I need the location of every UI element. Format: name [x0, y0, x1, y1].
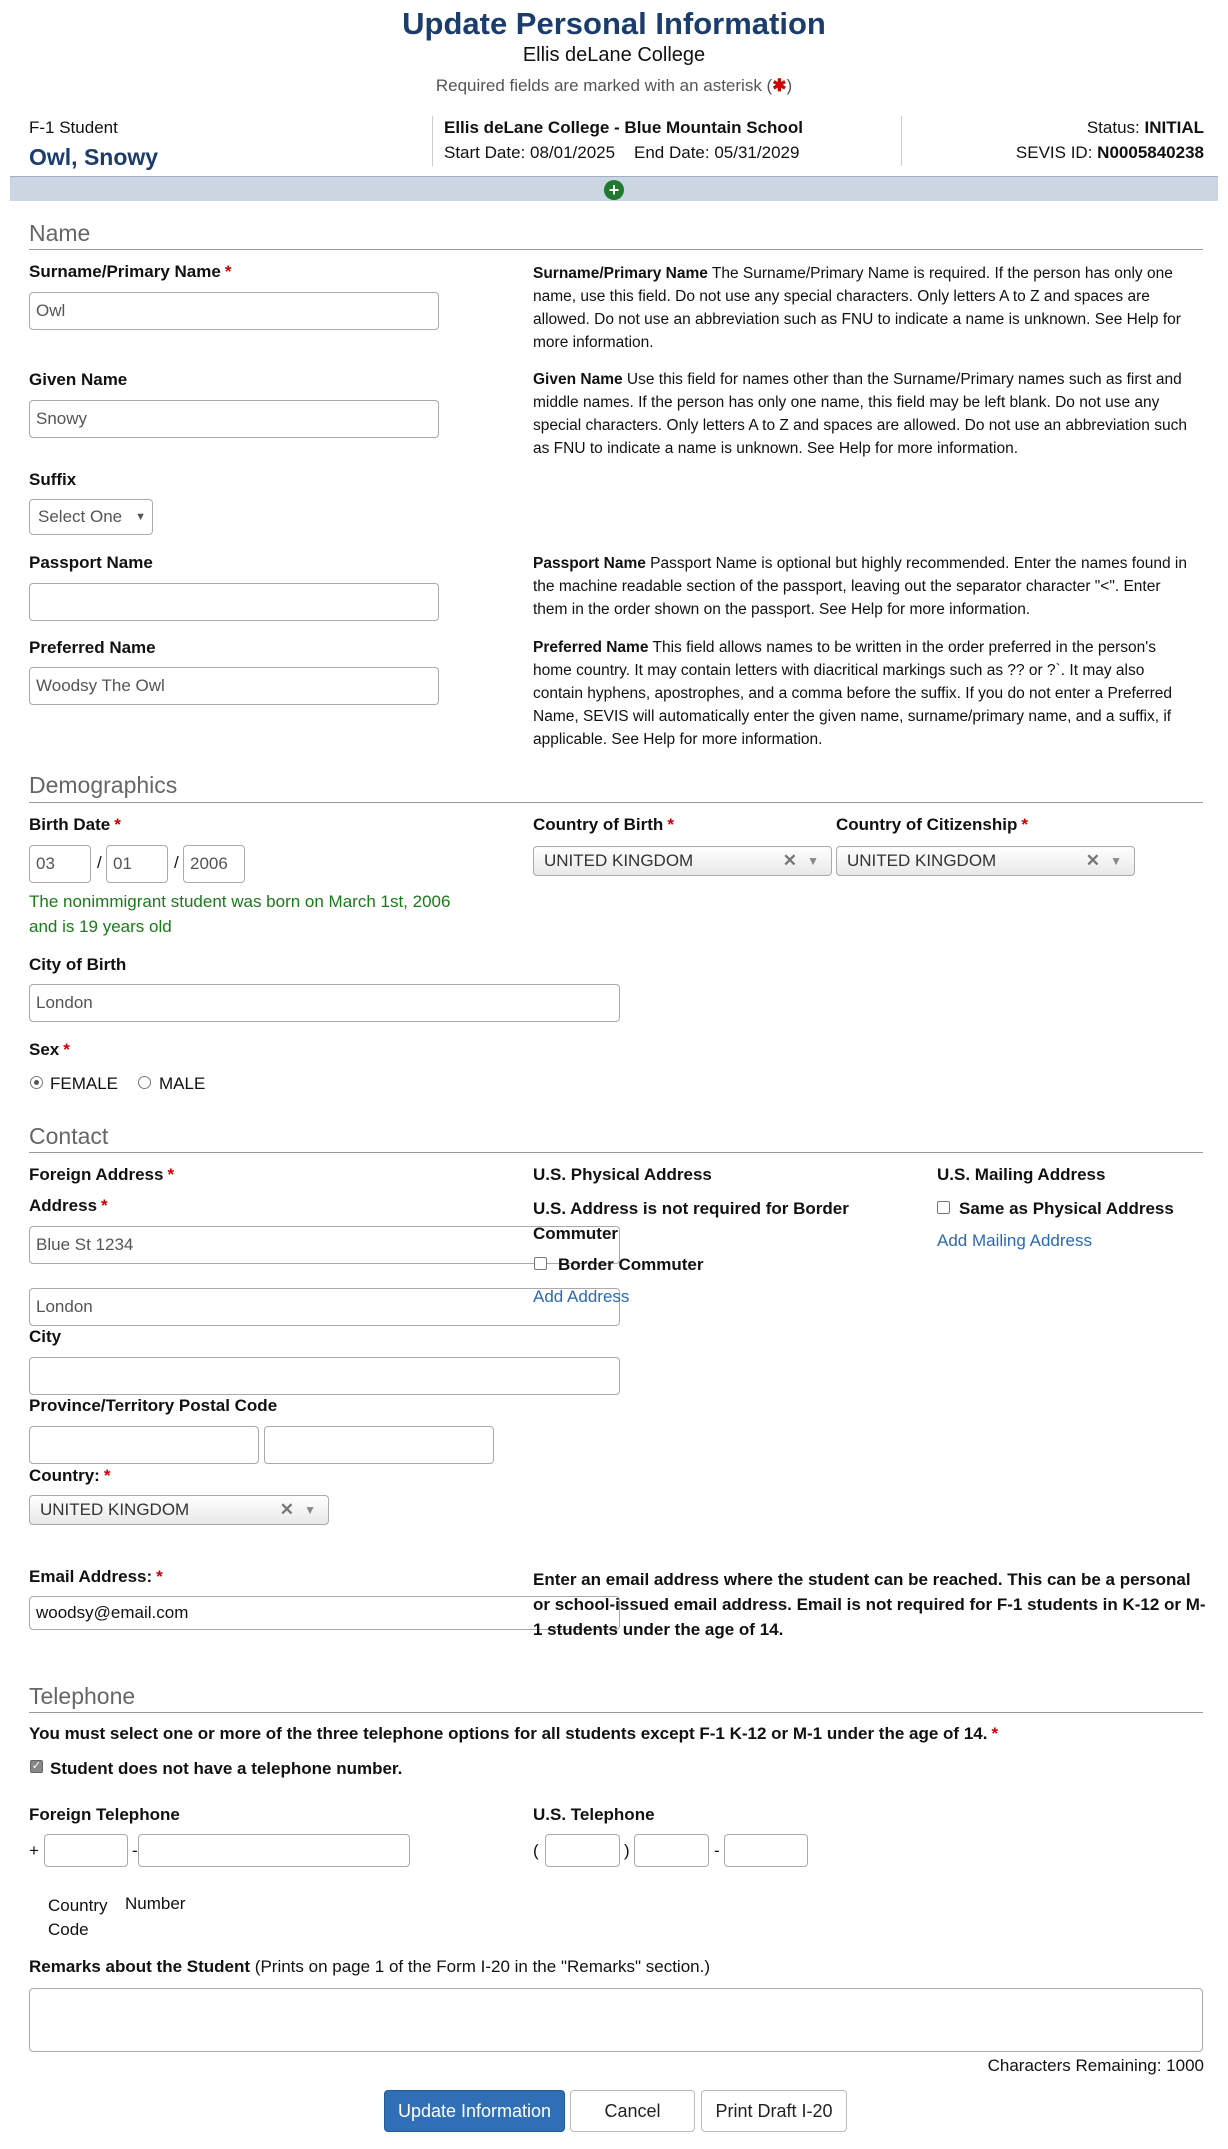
us-prefix-input[interactable] — [634, 1834, 709, 1867]
print-draft-i20-button[interactable]: Print Draft I-20 — [701, 2090, 847, 2132]
sex-label: Sex * — [29, 1040, 70, 1059]
sex-female-label: FEMALE — [50, 1074, 119, 1093]
passport-name-input[interactable] — [29, 583, 439, 621]
birth-year-input[interactable]: 2006 — [183, 845, 245, 883]
remarks-textarea[interactable] — [29, 1988, 1203, 2052]
birth-day-input[interactable]: 01 — [106, 845, 168, 883]
city-of-birth-input[interactable]: London — [29, 984, 620, 1022]
postal-code-input[interactable] — [264, 1426, 494, 1464]
birth-note: The nonimmigrant student was born on March 1st, 2006 and is 19 years old — [29, 892, 451, 936]
section-divider — [29, 1712, 1203, 1713]
clear-icon[interactable]: ✕ — [1085, 851, 1100, 870]
surname-label: Surname/Primary Name * — [29, 262, 232, 281]
country-of-citizenship-select[interactable]: UNITED KINGDOM ✕ ▼ — [836, 846, 1135, 876]
section-heading-telephone: Telephone — [29, 1683, 136, 1709]
country-of-birth-label: Country of Birth * — [533, 815, 674, 834]
surname-help: Surname/Primary Name The Surname/Primary Name is required. If the person has only one name, use this field. Do not use any special characters. Only letters A to Z and spaces are allowed. Do not use an abbreviation such as FNU to indicate a name is unknown. See Help for more information. — [533, 265, 1181, 351]
no-telephone-checkbox[interactable]: ✓ — [31, 1760, 42, 1772]
plus-circle-icon[interactable]: + — [604, 180, 624, 200]
foreign-telephone-label: Foreign Telephone — [29, 1805, 180, 1824]
passport-name-label: Passport Name — [29, 553, 153, 572]
same-as-physical-checkbox[interactable] — [937, 1201, 950, 1214]
program-dates: Start Date: 08/01/2025 End Date: 05/31/2029 — [444, 143, 800, 162]
country-code-input[interactable] — [44, 1834, 128, 1867]
city-label: City — [29, 1327, 62, 1346]
same-as-physical-label: Same as Physical Address — [959, 1199, 1174, 1218]
number-caption: Number — [125, 1894, 186, 1913]
sex-female-radio[interactable] — [30, 1076, 43, 1089]
end-date: 05/31/2029 — [714, 143, 800, 162]
section-divider — [29, 802, 1203, 803]
add-address-link[interactable]: Add Address — [533, 1287, 630, 1306]
suffix-label: Suffix — [29, 470, 77, 489]
section-divider — [29, 1152, 1203, 1153]
email-label: Email Address: * — [29, 1567, 163, 1586]
update-information-button[interactable]: Update Information — [384, 2090, 565, 2132]
dash: - — [714, 1841, 720, 1860]
foreign-address-label: Foreign Address * — [29, 1165, 175, 1184]
section-heading-demographics: Demographics — [29, 772, 178, 798]
paren-close: ) — [624, 1841, 630, 1860]
country-of-birth-select[interactable]: UNITED KINGDOM ✕ ▼ — [533, 846, 832, 876]
surname-input[interactable]: Owl — [29, 292, 439, 330]
given-name-input[interactable]: Snowy — [29, 400, 439, 438]
sevis-id: SEVIS ID: N0005840238 — [1015, 143, 1204, 162]
start-date: 08/01/2025 — [530, 143, 616, 162]
border-commuter-checkbox[interactable] — [534, 1257, 547, 1270]
us-telephone-label: U.S. Telephone — [533, 1805, 655, 1824]
address-line1-input[interactable]: Blue St 1234 — [29, 1226, 620, 1264]
us-area-code-input[interactable] — [545, 1834, 620, 1867]
sex-male-radio[interactable] — [138, 1076, 151, 1089]
us-physical-address-label: U.S. Physical Address — [533, 1165, 712, 1184]
sex-male-label: MALE — [159, 1074, 206, 1093]
address-label: Address * — [29, 1196, 108, 1215]
asterisk-icon: ✱ — [772, 76, 787, 95]
suffix-select[interactable]: Select One ▼ — [29, 499, 153, 535]
divider — [901, 116, 902, 166]
country-code-caption: Country Code — [48, 1896, 108, 1939]
clear-icon[interactable]: ✕ — [782, 851, 797, 870]
cancel-button[interactable]: Cancel — [570, 2090, 695, 2132]
section-heading-name: Name — [29, 220, 91, 246]
border-commuter-label: Border Commuter — [558, 1255, 704, 1274]
city-of-birth-label: City of Birth — [29, 955, 127, 974]
email-help: Enter an email address where the student can be reached. This can be a personal or school-issued email address. Email is not required for F-1 students in K-12 or M-1 students under the age of 14. — [533, 1570, 1206, 1639]
clear-icon[interactable]: ✕ — [279, 1500, 294, 1519]
plus-sign: + — [29, 1841, 39, 1860]
given-name-help: Given Name Use this field for names other than the Surname/Primary names such as first and middle names. If the person has only one name, this field may be left blank. Do not use any special characters. Only letters A to Z and spaces are allowed. Do not use an abbreviation such as FNU to indicate a name is unknown. See Help for more information. — [533, 371, 1187, 457]
birth-date-label: Birth Date * — [29, 815, 121, 834]
required-note: Required fields are marked with an asterisk (✱) — [435, 76, 793, 95]
chevron-down-icon: ▼ — [135, 511, 146, 523]
section-divider — [29, 249, 1203, 250]
add-mailing-address-link[interactable]: Add Mailing Address — [937, 1231, 1092, 1250]
birth-month-input[interactable]: 03 — [29, 845, 91, 883]
province-input[interactable] — [29, 1426, 259, 1464]
school-program: Ellis deLane College - Blue Mountain School — [444, 118, 803, 137]
foreign-number-input[interactable] — [138, 1834, 410, 1867]
paren-open: ( — [533, 1841, 539, 1860]
city-input[interactable] — [29, 1357, 620, 1395]
country-of-citizenship-label: Country of Citizenship * — [836, 815, 1028, 834]
telephone-instruction: You must select one or more of the three telephone options for all students except F-1 K-12 or M-1 under the age of 14. * — [29, 1724, 999, 1743]
us-mailing-address-label: U.S. Mailing Address — [937, 1165, 1106, 1184]
given-name-label: Given Name — [29, 370, 128, 389]
date-separator: / — [97, 853, 102, 872]
country-label: Country: * — [29, 1466, 111, 1485]
preferred-name-input[interactable]: Woodsy The Owl — [29, 667, 439, 705]
us-line-number-input[interactable] — [724, 1834, 808, 1867]
no-telephone-label: Student does not have a telephone number. — [50, 1759, 403, 1778]
visa-type: F-1 Student — [29, 118, 118, 137]
section-heading-contact: Contact — [29, 1123, 109, 1149]
date-separator: / — [174, 853, 179, 872]
address-line2-input[interactable]: London — [29, 1288, 620, 1326]
characters-remaining: Characters Remaining: 1000 — [987, 2056, 1204, 2075]
chevron-down-icon: ▼ — [1110, 854, 1122, 868]
chevron-down-icon: ▼ — [807, 854, 819, 868]
divider — [432, 116, 433, 166]
student-name: Owl, Snowy — [29, 144, 159, 170]
status-value: Status: INITIAL — [1086, 118, 1204, 137]
school-name: Ellis deLane College — [522, 44, 706, 66]
passport-name-help: Passport Name Passport Name is optional but highly recommended. Enter the names found in the machine readable section of the passport, leaving out the separator character "<". Enter them in the order shown on the passport. See Help for more information. — [533, 555, 1187, 618]
email-input[interactable]: woodsy@email.com — [29, 1596, 620, 1630]
dash: - — [132, 1841, 138, 1860]
country-select[interactable]: UNITED KINGDOM ✕ ▼ — [29, 1495, 329, 1525]
province-postal-label: Province/Territory Postal Code — [29, 1396, 278, 1415]
preferred-name-label: Preferred Name — [29, 638, 156, 657]
us-address-not-required: U.S. Address is not required for Border Commuter — [533, 1199, 849, 1243]
remarks-label: Remarks about the Student (Prints on page 1 of the Form I-20 in the "Remarks" section.) — [29, 1957, 710, 1976]
page-title: Update Personal Information — [402, 6, 826, 41]
chevron-down-icon: ▼ — [304, 1503, 316, 1517]
preferred-name-help: Preferred Name This field allows names to be written in the order preferred in the person's home country. It may contain letters with diacritical markings such as ?? or ?`. It may also contain hyphens, apostrophes, and a comma before the suffix. If you do not enter a Preferred Name, SEVIS will automatically enter the given name, surname/primary name, and a suffix, if applicable. See Help for more information. — [533, 639, 1173, 748]
